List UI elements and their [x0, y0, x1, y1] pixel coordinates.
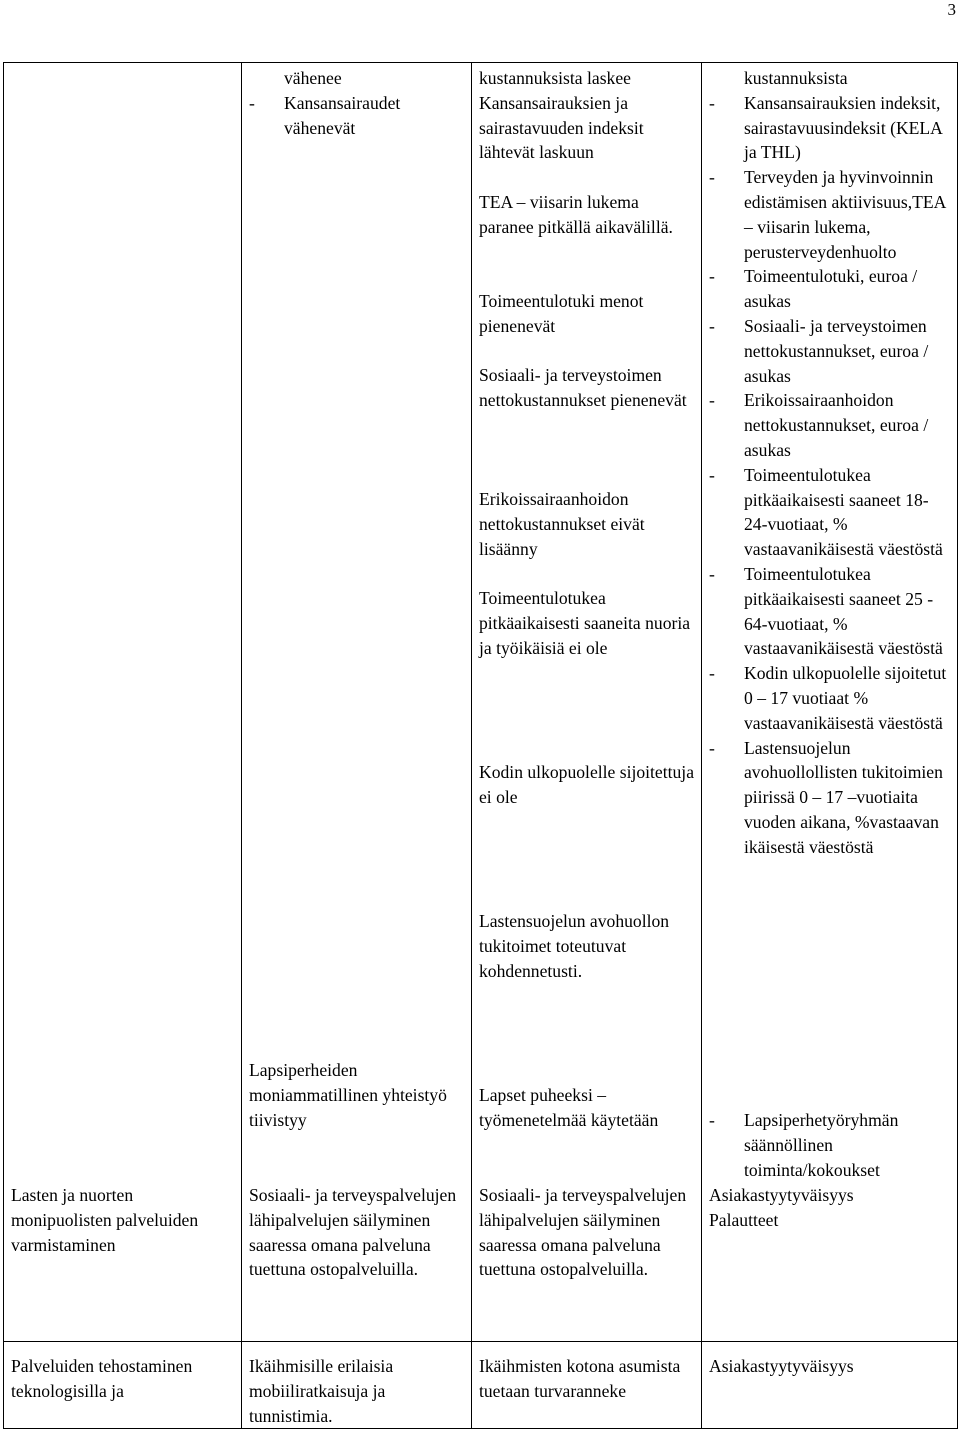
target-p10: Sosiaali- ja terveyspalvelujen lähipalvelujen säilyminen saaressa omana palveluna tuettuna ostopalveluilla. [479, 1185, 687, 1280]
list-item: - Kansansairauksien indeksit, sairastavuusindeksit (KELA ja THL) [709, 91, 951, 165]
list-item: - Toimeentulotukea pitkäaikaisesti saaneet 25 - 64-vuotiaat, % vastaavanikäisestä väestöstä [709, 562, 951, 661]
action-top: vähenee - Kansansairaudet vähenevät [249, 66, 465, 140]
target-p4: Sosiaali- ja terveystoimen nettokustannukset pienenevät [479, 365, 687, 410]
list-item: - Lapsiperhetyöryhmän säännöllinen toiminta/kokoukset [709, 1108, 951, 1182]
indicator-list: kustannuksista - Kansansairauksien indeksit, sairastavuusindeksit (KELA ja THL) - Terveyden ja hyvinvoinnin edistämisen aktiivisuus,TEA – viisarin lukema, perusterveydenhuolto - Toimeentulotuki, euroa / asukas - Sosiaali- ja terveystoimen nettokustannukset, euroa / asukas - Erikoissairaanhoidon nettokustannukset, euroa / asukas - Toimeentulotukea pitkäaikaisesti saaneet 18-24-vuotiaat, % vastaavanikäisestä väestöstä - Toimeentulotukea pitkäaikaisesti saaneet 25 - 64-vuotiaat, % vastaavanikäisestä väestöstä - Kodin ulkopuolelle sijoitetut 0 – 17 vuotiaat % vastaavanikäisestä väestöstä - Lastensuojelun avohuollollisten tukitoimien piirissä 0 – 17 –vuotiaita vuoden aikana, %vastaavan ikäisestä väestöstä [709, 66, 951, 860]
list-item: - Toimeentulotuki, euroa / asukas [709, 264, 951, 314]
table-cell-target [472, 63, 702, 1342]
goal-text: Lasten ja nuorten monipuolisten palveluiden varmistaminen [11, 1185, 199, 1255]
action-middle: Lapsiperheiden moniammatillinen yhteistyö tiivistyy [249, 1060, 447, 1130]
list-item: - Sosiaali- ja terveystoimen nettokustannukset, euroa / asukas [709, 314, 951, 388]
table-row [4, 1342, 958, 1429]
action-bottom: Sosiaali- ja terveyspalvelujen lähipalvelujen säilyminen saaressa omana palveluna tuettuna ostopalveluilla. [249, 1185, 457, 1280]
list-item: - Terveyden ja hyvinvoinnin edistämisen aktiivisuus,TEA – viisarin lukema, perusterveydenhuolto [709, 165, 951, 264]
list-item: - Kodin ulkopuolelle sijoitetut 0 – 17 vuotiaat % vastaavanikäisestä väestöstä [709, 661, 951, 735]
target-p8: Lastensuojelun avohuollon tukitoimet toteutuvat kohdennetusti. [479, 911, 670, 981]
target-p5: Erikoissairaanhoidon nettokustannukset eivät lisäänny [479, 489, 645, 559]
list-item: - Toimeentulotukea pitkäaikaisesti saaneet 18-24-vuotiaat, % vastaavanikäisestä väestöstä [709, 463, 951, 562]
table-cell-indicator [702, 63, 958, 1342]
page-number: 3 [947, 0, 956, 19]
indicator-bottom: Asiakastyytyväisyys Palautteet [709, 1185, 854, 1230]
target-p3: Toimeentulotuki menot pienenevät [479, 291, 644, 336]
target-p9: Lapset puheeksi – työmenetelmää käytetään [479, 1085, 659, 1130]
target-p2: TEA – viisarin lukema paranee pitkällä aikavälillä. [479, 192, 673, 237]
list-item: - Lastensuojelun avohuollollisten tukitoimien piirissä 0 – 17 –vuotiaita vuoden aikana, %vastaavan ikäisestä väestöstä [709, 736, 951, 860]
list-item: - Erikoissairaanhoidon nettokustannukset, euroa / asukas [709, 388, 951, 462]
table-cell-target: Ikäihmisten kotona asumista tuetaan turvaranneke [472, 1342, 702, 1429]
table-cell-action: Ikäihmisille erilaisia mobiiliratkaisuja ja tunnistimia. [242, 1342, 472, 1429]
target-p7: Kodin ulkopuolelle sijoitettuja ei ole [479, 762, 695, 807]
table-cell-indicator: Asiakastyytyväisyys [702, 1342, 958, 1429]
goals-table [3, 62, 958, 1429]
table-cell-goal [4, 63, 242, 1342]
table-row [4, 63, 958, 1342]
target-p6: Toimeentulotukea pitkäaikaisesti saaneita nuoria ja työikäisiä ei ole [479, 588, 691, 658]
table-cell-action [242, 63, 472, 1342]
indicator-group2 [709, 1108, 951, 1182]
table-cell-goal: Palveluiden tehostaminen teknologisilla ja [4, 1342, 242, 1429]
target-p1: kustannuksista laskee Kansansairauksien ja sairastavuuden indeksit lähtevät laskuun [479, 68, 644, 163]
